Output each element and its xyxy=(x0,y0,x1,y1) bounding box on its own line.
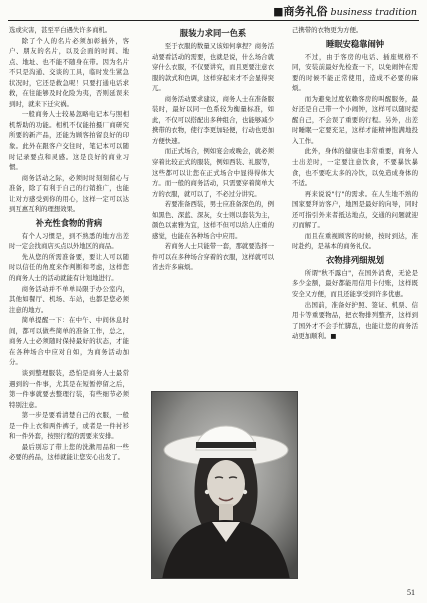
page-header xyxy=(0,0,427,22)
paragraph: 谈到整理服装，恐怕是商务人士最常遇到的一件事，尤其是在短暂停留之后，第一件事就要去整理行装，有些细节必须特别注意。 xyxy=(9,368,129,409)
column-2 xyxy=(152,25,274,273)
paragraph: 有个人习惯是，到不熟悉的地方出差时一定会找商店买点以外地区的商品。 xyxy=(9,231,129,251)
subheading: 服装力求同一色系 xyxy=(179,28,247,38)
header-rule xyxy=(8,20,419,21)
paragraph: 简单提醒一下：在中午、中间休息时间，都可以做些简单的准备工作，总之，商务人士必须随时保持最好的状态，才能在各种场合中应对自如，为商务活动加分。 xyxy=(9,316,129,367)
paragraph: 商务活动之际，必须时时刻刻留心与准备，除了有利于自己的行销推广，也能让对方感受到你的用心，这样一定可以达到互惠互利的理想效果。 xyxy=(9,173,129,214)
section-title-en: business tradition xyxy=(330,7,417,18)
subheading: 补充性食物的背病 xyxy=(35,217,103,228)
paragraph: 此外，身体的健康也非常重要，商务人士出差时，一定要注意饮食，不要暴饮暴食，也不要吃太多的冷饮，以免造成身体的不适。 xyxy=(292,147,418,188)
page-number: 51 xyxy=(407,588,415,597)
paragraph: 而为避免过度依赖客房的叫醒服务，最好还是自己带一个小闹钟，这样可以随时提醒自己，不会误了重要的行程。另外，出差时睡眠一定要充足，这样才能精神饱满地投入工作。 xyxy=(292,94,418,145)
paragraph: 除了个人的名片必须加彰插外，客户、朋友的名片，以及会面的时间、地点、地址、也不能不随身在带。因为名片不只是沟通、交谈的工具，临时发生紧急状况时，它还是救急呢！只要打通电话求救，在往能够及时化险为夷，否则延误来到时，就来下迁灾祸。 xyxy=(9,36,129,108)
section-title-zh: ■商务礼俗 xyxy=(273,5,328,18)
paragraph: 第一步是要看清楚自己的衣服，一般是一件上衣和两件裤子，或者是一件衬衫和一件外套，按照行程的需要来安排。 xyxy=(9,411,129,441)
paragraph: 最后别忘了带上您的洗漱用品和一些必要的药品，这样就能让您安心出发了。 xyxy=(9,442,129,462)
column-3 xyxy=(292,25,418,342)
paragraph: 先从您的所需准备要，要让人可以随时以信任的角度来作判断和考虑，这样您的商务人士的活动就能有计划地进行。 xyxy=(9,252,129,283)
paragraph: 所谓"秋不露白"，在国外消费，无论是多少金额，最好都能用信用卡付账，这样既安全又方便，而且还能享受到许多优惠。 xyxy=(292,268,418,299)
paragraph: 而且在重视顾客的时候，按时到达，准时赴约，是基本的商务礼仪。 xyxy=(292,231,418,251)
paragraph: 商务活动并不单单局限于办公室内，其他如餐厅、机场、车站，也都是您必须注意的地方。 xyxy=(9,284,129,314)
paragraph: 选或灾害，甚至平白遇失许多商机。 xyxy=(9,26,112,34)
paragraph: 再来说说"行"的需求。在人生地不熟的国家要拜访客户，地图是最好的向导，同时还可指引外来者抵达地点，交通的问题就迎刃而解了。 xyxy=(292,189,418,230)
column-1 xyxy=(9,25,129,463)
subheading: 睡眠安稳靠闹钟 xyxy=(325,38,385,49)
paragraph: 至于衣服的数量又该如何拿捏？商务活动要看活动的需要，也就是说，什么场合就穿什么衣服，不仅要讲究，而且更要注意衣服的款式和色调，这样穿起来才不会显得突兀。 xyxy=(152,42,274,93)
paragraph: 不过，由于客房的电话、插座规格不同，安装前最好先检查一下，以免闹钟在需要的时候不能正常使用，造成不必要的麻烦。 xyxy=(292,52,418,93)
paragraph: 商务活动要求建议，商务人士在准备服装时，最好以同一色系较为衡量标准，如此，不仅可以搭配出多种组合，也能够减少携带的衣物，使行李更加轻便，行动也更加方便快速。 xyxy=(152,94,274,145)
paragraph: 出国前，准备好护照、签证、机票、信用卡等重要物品，把衣物排列整齐，这样到了国外才不会手忙脚乱，也能让您的商务活动更加顺利。■ xyxy=(292,300,418,341)
subheading: 衣物排列细规划 xyxy=(325,254,385,265)
paragraph: 而正式场合，例如宴会或晚会，就必须穿着比较正式的服装，例如西装、礼服等，这些都可以让您在正式场合中显得得体大方。而一般的商务活动，只需要穿着简单大方的衣服，就可以了，不必过分讲究。 xyxy=(152,147,274,198)
paragraph: 若要准备西装，男士应准备深色的，例如黑色、深蓝、深灰，女士则以套装为主，颜色以素雅为宜，这样不但可以给人庄重的感觉，也能在各种场合中应用。 xyxy=(152,200,274,240)
section-title xyxy=(273,3,417,19)
paragraph: 若商务人士只能带一套，那就要选择一件可以在多种场合穿着的衣服，这样就可以省去许多麻烦。 xyxy=(152,242,274,272)
paragraph: 一般商务人士较易忽略电记本与照相机帮助的功能。相机不仅能拍摄厂商研究所要的新产品，还能为顾客拍留良好的印象。此外在跟客户交往时，笔记本可以随时记录要点和灵感。这是良好的商业习惯。 xyxy=(9,110,129,172)
photo-illustration xyxy=(152,392,298,579)
woman-in-hat-photo xyxy=(151,391,298,579)
paragraph: 己携带的衣物更为方便。 xyxy=(292,26,363,34)
